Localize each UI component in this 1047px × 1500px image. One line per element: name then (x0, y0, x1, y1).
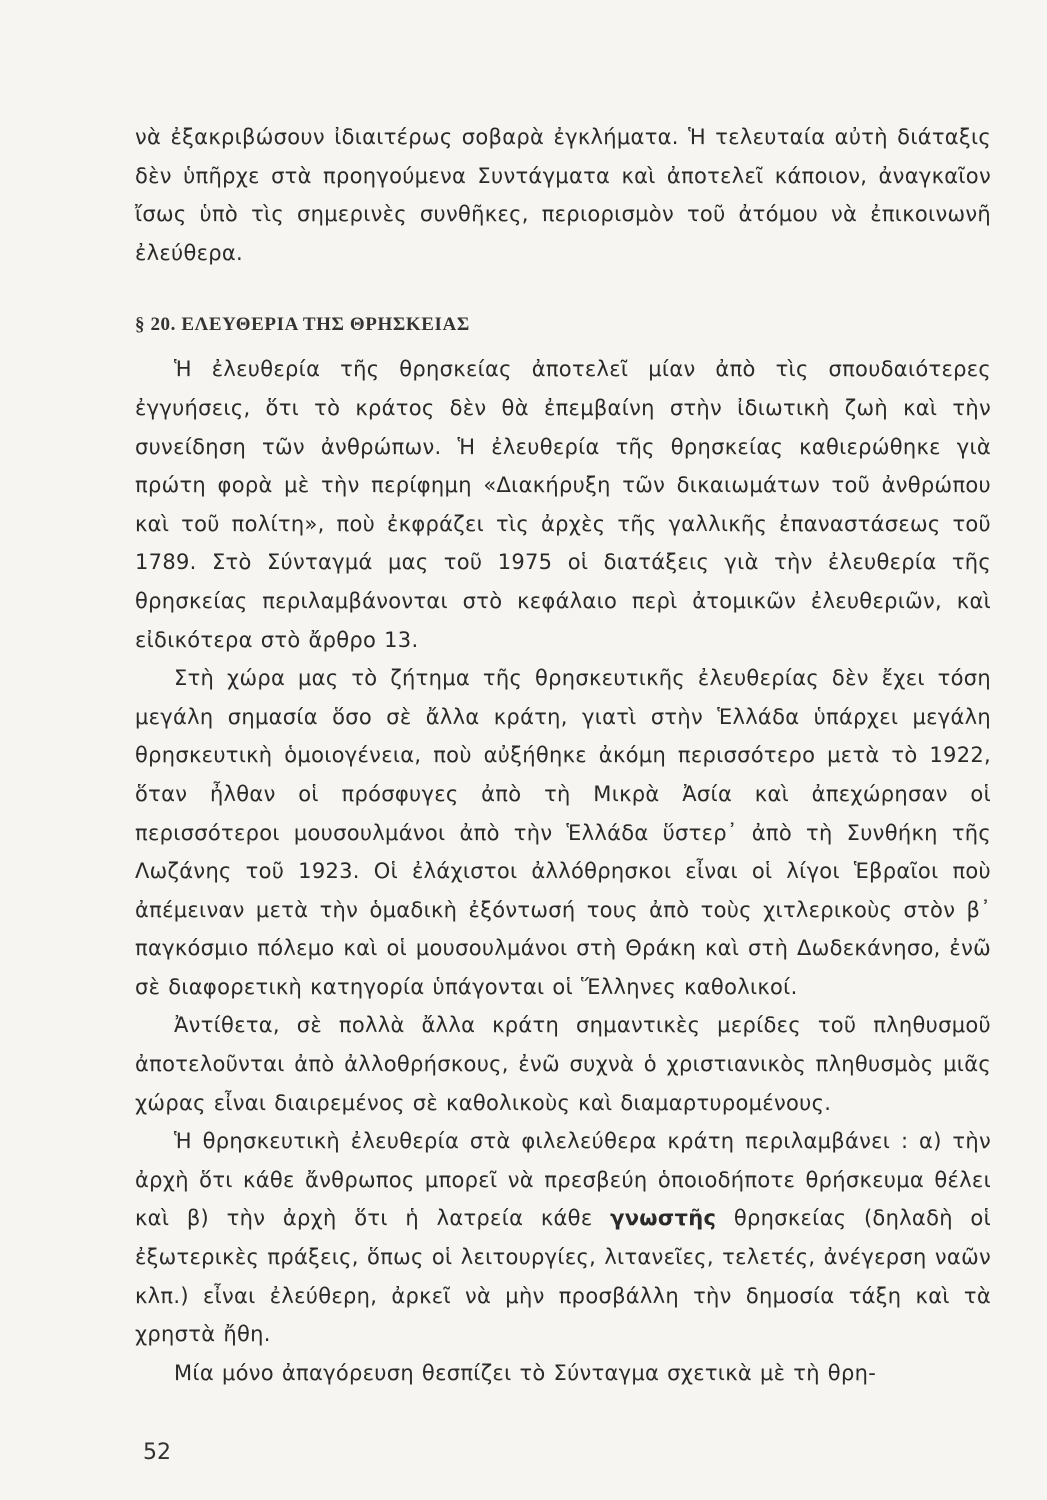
paragraph-liberal-states (135, 1122, 991, 1354)
paragraph-liberal-states-part-2: θρησκείας (δηλαδὴ οἱ ἐξωτερικὲς πράξεις, ὅπως οἱ λειτουργίες, λιτανεῖες, τελετές, ἀνέγερση ναῶν κλπ.) εἶναι ἐλεύθερη, ἀρκεῖ νὰ μὴν προσβάλλη τὴν δημοσία τάξη καὶ τὰ χρηστὰ ἤθη. (135, 1206, 991, 1347)
paragraph-liberal-states-part-1: Ἡ θρησκευτικὴ ἐλευθερία στὰ φιλελεύθερα κράτη περιλαμβάνει : α) τὴν ἀρχὴ ὅτι κάθε ἄνθρωπος μπορεῖ νὰ πρεσβεύη ὁποιοδήποτε θρήσκευμα θέλει καὶ β) τὴν ἀρχὴ ὅτι ἡ λατρεία κάθε (135, 1129, 991, 1231)
emphasized-word: γνωστῆς (610, 1206, 717, 1231)
paragraph-intro: νὰ ἐξακριβώσουν ἰδιαιτέρως σοβαρὰ ἐγκλήματα. Ἡ τελευταία αὐτὴ διάταξις δὲν ὑπῆρχε στὰ προηγούμενα Συντάγματα καὶ ἀποτελεῖ κάποιον, ἀναγκαῖον ἴσως ὑπὸ τὶς σημερινὲς συνθῆκες, περιορισμὸν τοῦ ἀτόμου νὰ ἐπικοινωνῆ ἐλεύθερα. (135, 125, 991, 265)
paragraph-religious-freedom: Ἡ ἐλευθερία τῆς θρησκείας ἀποτελεῖ μίαν ἀπὸ τὶς σπουδαιότερες ἐγγυήσεις, ὅτι τὸ κράτος δὲν θὰ ἐπεμβαίνη στὴν ἰδιωτικὴ ζωὴ καὶ τὴν συνείδηση τῶν ἀνθρώπων. Ἡ ἐλευθερία τῆς θρησκείας καθιερώθηκε γιὰ πρώτη φορὰ μὲ τὴν περίφημη «Διακήρυξη τῶν δικαιωμάτων τοῦ ἀνθρώπου καὶ τοῦ πολίτη», ποὺ ἐκφράζει τὶς ἀρχὲς τῆς γαλλικῆς ἐπαναστάσεως τοῦ 1789. Στὸ Σύνταγμά μας τοῦ 1975 οἱ διατάξεις γιὰ τὴν ἐλευθερία τῆς θρησκείας περιλαμβάνονται στὸ κεφάλαιο περὶ ἀτομικῶν ἐλευθεριῶν, καὶ εἰδικότερα στὸ ἄρθρο 13. (135, 357, 991, 652)
paragraph-prohibition: Μία μόνο ἀπαγόρευση θεσπίζει τὸ Σύνταγμα σχετικὰ μὲ τὴ θρη- (174, 1360, 877, 1385)
page-number: 52 (143, 1440, 171, 1465)
section-heading: § 20. ΕΛΕΥΘΕΡΙΑ ΤΗΣ ΘΡΗΣΚΕΙΑΣ (135, 314, 470, 336)
paragraph-greece: Στὴ χώρα μας τὸ ζήτημα τῆς θρησκευτικῆς ἐλευθερίας δὲν ἔχει τόση μεγάλη σημασία ὅσο σὲ ἄλλα κράτη, γιατὶ στὴν Ἑλλάδα ὑπάρχει μεγάλη θρησκευτικὴ ὁμοιογένεια, ποὺ αὐξήθηκε ἀκόμη περισσότερο μετὰ τὸ 1922, ὅταν ἦλθαν οἱ πρόσφυγες ἀπὸ τὴ Μικρὰ Ἀσία καὶ ἀπεχώρησαν οἱ περισσότεροι μουσουλμάνοι ἀπὸ τὴν Ἑλλάδα ὕστερ᾽ ἀπὸ τὴ Συνθήκη τῆς Λωζάνης τοῦ 1923. Οἱ ἐλάχιστοι ἀλλόθρησκοι εἶναι οἱ λίγοι Ἑβραῖοι ποὺ ἀπέμειναν μετὰ τὴν ὁμαδικὴ ἐξόντωσή τους ἀπὸ τοὺς χιτλερικοὺς στὸν β᾽ παγκόσμιο πόλεμο καὶ οἱ μουσουλμάνοι στὴ Θράκη καὶ στὴ Δωδεκάνησο, ἐνῶ σὲ διαφορετικὴ κατηγορία ὑπάγονται οἱ Ἕλληνες καθολικοί. (135, 666, 991, 999)
paragraph-other-states: Ἀντίθετα, σὲ πολλὰ ἄλλα κράτη σημαντικὲς μερίδες τοῦ πληθυσμοῦ ἀποτελοῦνται ἀπὸ ἀλλοθρήσκους, ἐνῶ συχνὰ ὁ χριστιανικὸς πληθυσμὸς μιᾶς χώρας εἶναι διαιρεμένος σὲ καθολικοὺς καὶ διαμαρτυρομένους. (135, 1013, 991, 1115)
page-text-block (135, 118, 991, 1392)
